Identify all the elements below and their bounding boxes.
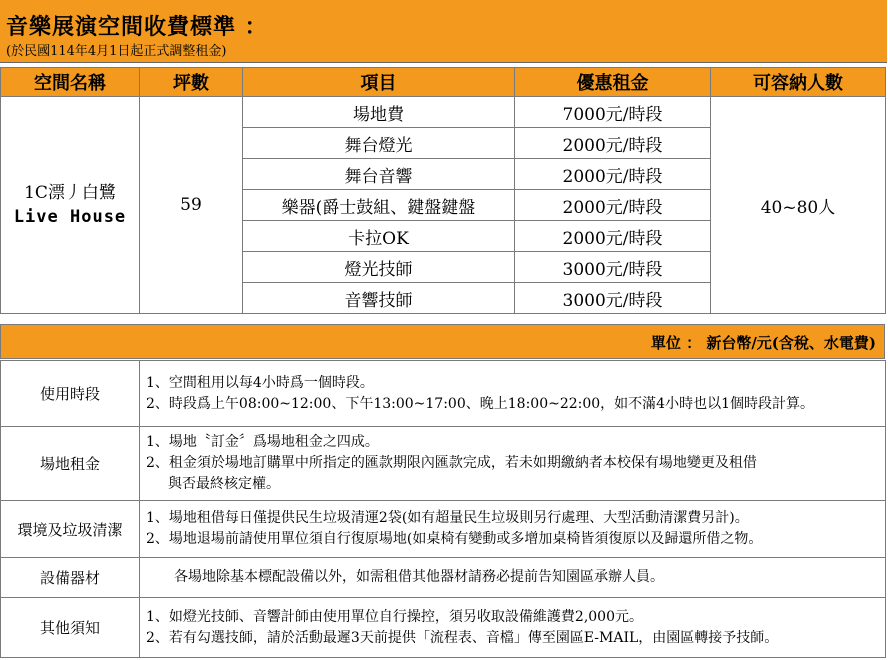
item-price: 3000元/時段 (515, 252, 711, 283)
capacity-cell: 40~80人 (711, 97, 886, 314)
note-label: 使用時段 (1, 361, 140, 427)
item-price: 2000元/時段 (515, 221, 711, 252)
note-row (1, 558, 886, 598)
note-line: 1、場地〝訂金〞爲場地租金之四成。 (146, 434, 379, 450)
header-item: 項目 (243, 68, 515, 97)
space-name-cell (1, 97, 140, 314)
header-space-name: 空間名稱 (1, 68, 140, 97)
item-name: 音響技師 (243, 283, 515, 314)
unit-note: 單位 ： 新台幣/元(含稅、水電費) (650, 334, 876, 352)
rental-table (0, 67, 886, 314)
unit-note-bar (0, 324, 885, 359)
notes-table (0, 360, 886, 658)
item-price: 3000元/時段 (515, 283, 711, 314)
page-title: 音樂展演空間收費標準 ： (6, 14, 268, 40)
note-row (1, 501, 886, 558)
note-row (1, 598, 886, 658)
header-area: 坪數 (140, 68, 243, 97)
item-name: 卡拉OK (243, 221, 515, 252)
table-row (1, 97, 886, 128)
header-price: 優惠租金 (515, 68, 711, 97)
item-name: 舞台音響 (243, 159, 515, 190)
note-text (140, 558, 886, 598)
item-name: 場地費 (243, 97, 515, 128)
note-text (140, 361, 886, 427)
note-line: 1、如燈光技師、音響計師由使用單位自行操控，須另收取設備維護費2,000元。 (146, 608, 643, 625)
header-capacity: 可容納人數 (711, 68, 886, 97)
note-label: 設備器材 (1, 558, 140, 598)
note-line: 2、租金須於場地訂購單中所指定的匯款期限內匯款完成，若未如期繳納者本校保有場地變更及租借 (146, 455, 757, 471)
note-line: 2、場地退場前請使用單位須自行復原場地(如桌椅有變動或多增加桌椅皆須復原以及歸還所借之物。 (146, 531, 763, 547)
item-price: 2000元/時段 (515, 128, 711, 159)
item-name: 樂器(爵士鼓組、鍵盤鍵盤 (243, 190, 515, 221)
item-name: 燈光技師 (243, 252, 515, 283)
item-price: 2000元/時段 (515, 159, 711, 190)
note-text (140, 501, 886, 558)
note-line: 與否最終核定權。 (168, 476, 280, 492)
note-text (140, 427, 886, 501)
rental-table-header (1, 68, 886, 97)
note-row (1, 361, 886, 427)
item-name: 舞台燈光 (243, 128, 515, 159)
space-name-english: Live House (13, 207, 127, 227)
note-text (140, 598, 886, 658)
item-price: 2000元/時段 (515, 190, 711, 221)
note-line: 各場地除基本標配設備以外，如需租借其他器材請務必提前告知園區承辦人員。 (174, 569, 664, 585)
note-label: 環境及垃圾清潔 (1, 501, 140, 558)
space-name: 1C漂丿白鷺 (24, 183, 116, 203)
note-line: 1、場地租借每日僅提供民生垃圾清運2袋(如有超量民生垃圾則另行處理、大型活動清潔費另計)。 (146, 510, 749, 526)
title-banner (0, 0, 887, 63)
note-row (1, 427, 886, 501)
note-line: 2、若有勾選技師，請於活動最遲3天前提供「流程表、音檔」傳至園區E-MAIL，由園區轉接予技師。 (146, 629, 779, 646)
note-label: 場地租金 (1, 427, 140, 501)
note-line: 2、時段爲上午08:00~12:00、下午13:00~17:00、晚上18:00~22:00，如不滿4小時也以1個時段計算。 (146, 395, 814, 412)
page-subtitle: (於民國114年4月1日起正式調整租金) (6, 44, 227, 59)
note-line: 1、空間租用以每4小時爲一個時段。 (146, 374, 374, 391)
item-price: 7000元/時段 (515, 97, 711, 128)
note-label: 其他須知 (1, 598, 140, 658)
area-cell: 59 (140, 97, 243, 314)
